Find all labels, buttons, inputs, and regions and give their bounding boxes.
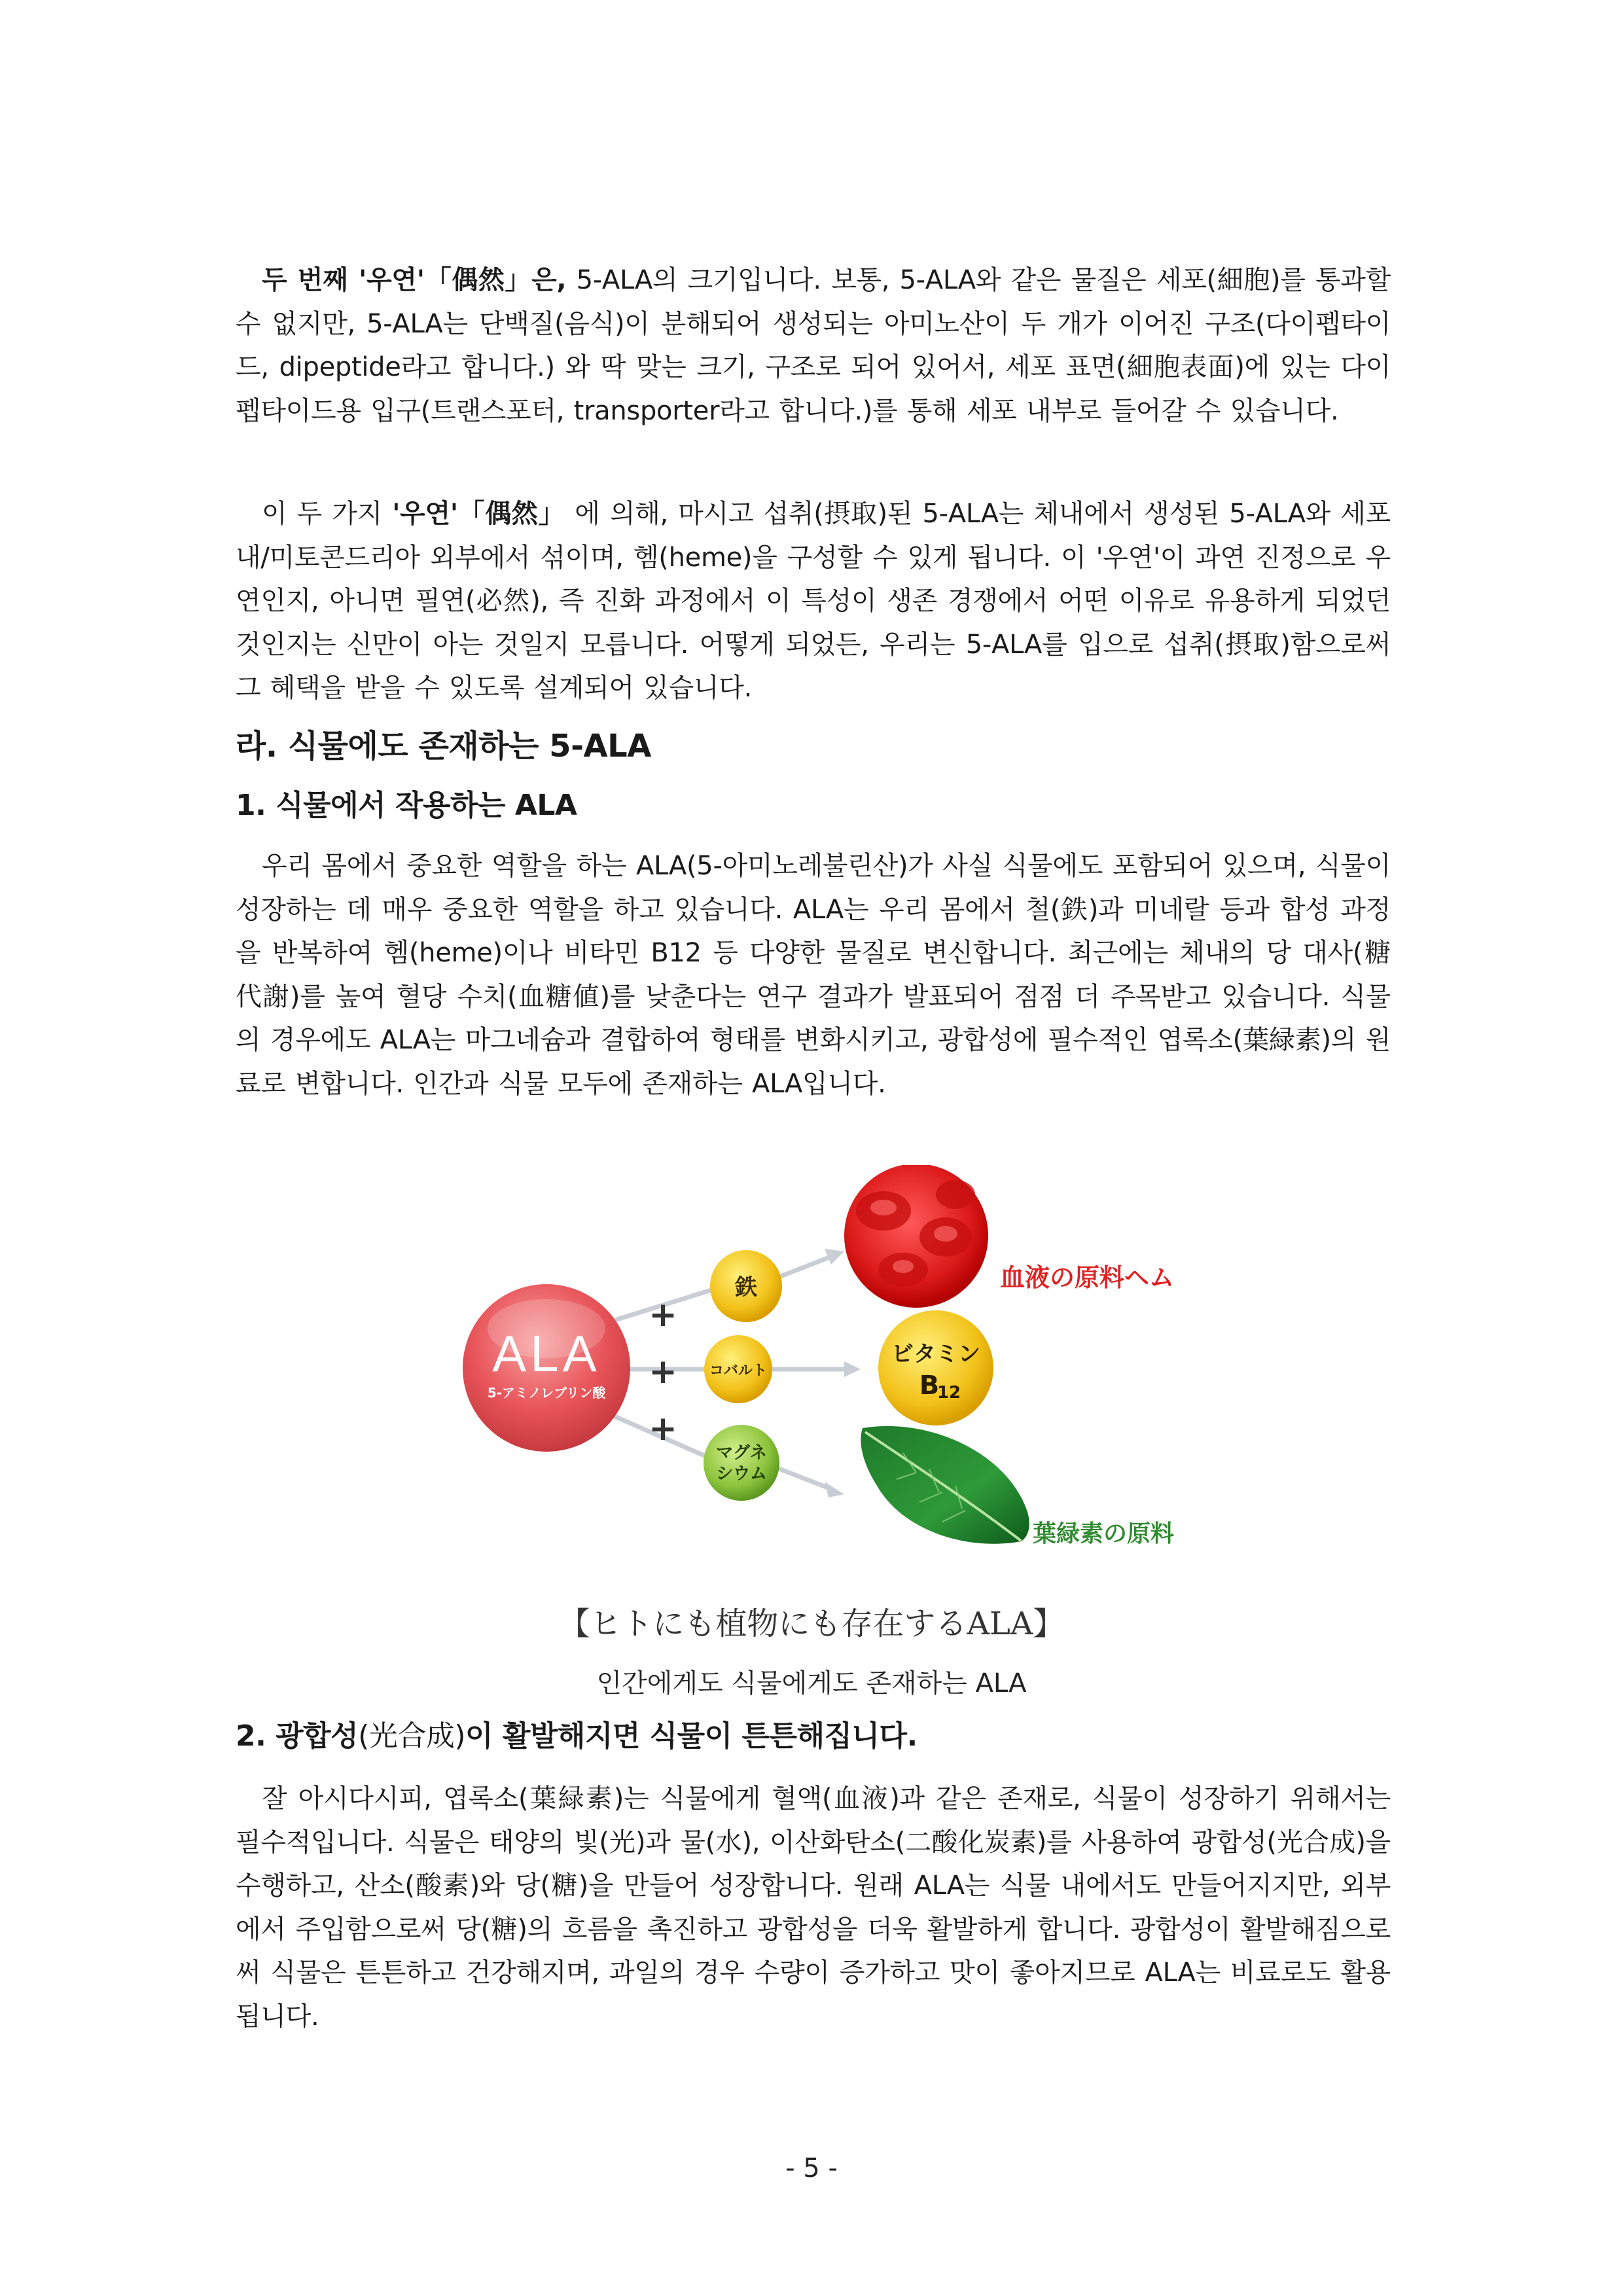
paragraph-second-coincidence [236,259,1391,433]
arrow-to-leaf [772,1466,831,1489]
leaf-image [861,1426,1029,1544]
para1-text: 5-ALA의 크기입니다. 보통, 5-ALA와 같은 물질은 세포(細胞)를 통과할 수 없지만, 5-ALA는 단백질(음식)이 분해되어 생성되는 아미노산이 두 개가 이어진 구조(다이펩타이드, dipeptide라고 합니다.) 와 딱 맞는 크기, 구조로 되어 있어서, 세포 표면(細胞表面)에 있는 다이펩타이드용 입구(트랜스포터, transporter라고 합니다.)를 통해 세포 내부로 들어갈 수 있습니다. [236,265,1391,426]
figure-caption-korean: 인간에게도 식물에게도 존재하는 ALA [596,1668,1027,1698]
plus-iron: + [649,1295,677,1335]
subsection-1-title: 1. 식물에서 작용하는 ALA [236,789,577,822]
vitamin-subscript: 12 [936,1383,961,1403]
arrow-to-blood [772,1257,831,1280]
chlorophyll-label: 葉緑素の原料 [1033,1520,1175,1547]
vitamin-b-label: B [919,1371,940,1401]
sub2-part-a: 2. 광합성 [236,1719,359,1753]
vitamin-label: ビタミン [891,1341,980,1367]
magnesium-ball [704,1425,779,1501]
magnesium-label-2: シウム [716,1464,767,1484]
paragraph-two-coincidences [236,492,1391,710]
sub2-part-b: (光合成) [358,1719,466,1753]
arrow-heads [825,1249,861,1498]
para2-bold: '우연'「偶然」 [392,499,565,529]
para2-pre: 이 두 가지 [262,499,393,529]
para4-text: 잘 아시다시피, 엽록소(葉緑素)는 식물에게 혈액(血液)과 같은 존재로, 식물이 성장하기 위해서는 필수적입니다. 식물은 태양의 빛(光)과 물(水), 이산화탄소(二酸化炭素)를 사용하여 광합성(光合成)을 수행하고, 산소(酸素)와 당(糖)을 만들어 성장합니다. 원래 ALA는 식물 내에서도 만들어지지만, 외부에서 주입함으로써 당(糖)의 흐름을 촉진하고 광합성을 더욱 활발하게 합니다. 광합성이 활발해짐으로써 식물은 튼튼하고 건강해지며, 과일의 경우 수량이 증가하고 맛이 좋아지므로 ALA는 비료로도 활용됩니다. [236,1784,1391,2032]
paragraph-ala-in-plants [236,844,1391,1105]
para2-text: 에 의해, 마시고 섭취(摂取)된 5-ALA는 체내에서 생성된 5-ALA와 세포 내/미토콘드리아 외부에서 섞이며, 헴(heme)을 구성할 수 있게 됩니다. 이 '우연'이 과연 진정으로 우연인지, 아니면 필연(必然), 즉 진화 과정에서 이 특성이 생존 경쟁에서 어떤 이유로 유용하게 되었던 것인지는 신만이 아는 것일지 모릅니다. 어떻게 되었든, 우리는 5-ALA를 입으로 섭취(摂取)함으로써 그 혜택을 받을 수 있도록 설계되어 있습니다. [236,499,1391,703]
section-title: 라. 식물에도 존재하는 5-ALA [236,728,651,764]
plus-cobalt: + [649,1352,677,1391]
section-heading [236,726,1391,766]
para1-lead: 두 번째 '우연'「偶然」은, [262,265,567,295]
magnesium-label-1: マグネ [716,1443,767,1463]
figure-caption-japanese: 【ヒトにも植物にも存在するALA】 [558,1605,1065,1642]
para3-text: 우리 몸에서 중요한 역할을 하는 ALA(5-아미노레불린산)가 사실 식물에도 포함되어 있으며, 식물이 성장하는 데 매우 중요한 역할을 하고 있습니다. ALA는 우리 몸에서 철(鉄)과 미네랄 등과 합성 과정을 반복하여 헴(heme)이나 비타민 B12 등 다양한 물질로 변신합니다. 최근에는 체내의 당 대사(糖代謝)를 높여 혈당 수치(血糖値)를 낮춘다는 연구 결과가 발표되어 점점 더 주목받고 있습니다. 식물의 경우에도 ALA는 마그네슘과 결합하여 형태를 변화시키고, 광합성에 필수적인 엽록소(葉緑素)의 원료로 변합니다. 인간과 식물 모두에 존재하는 ALA입니다. [236,851,1391,1099]
ala-label: ALA [492,1325,601,1382]
plus-magnesium: + [649,1409,677,1448]
blood-heme-label: 血液の原料ヘム [1000,1263,1175,1292]
subsection-2-heading [236,1718,1391,1755]
ala-sublabel: 5-アミノレブリン酸 [487,1385,606,1401]
paragraph-photosynthesis [236,1777,1391,2038]
subsection-1-heading [236,787,1391,824]
ala-diagram [458,1165,1230,1558]
sub2-part-c: 이 활발해지면 식물이 튼튼해집니다. [465,1719,918,1753]
vitamin-b12-ball [878,1310,993,1426]
iron-label: 鉄 [735,1274,757,1300]
cobalt-label: コバルト [709,1363,768,1379]
page-number: - 5 - [785,2153,838,2183]
